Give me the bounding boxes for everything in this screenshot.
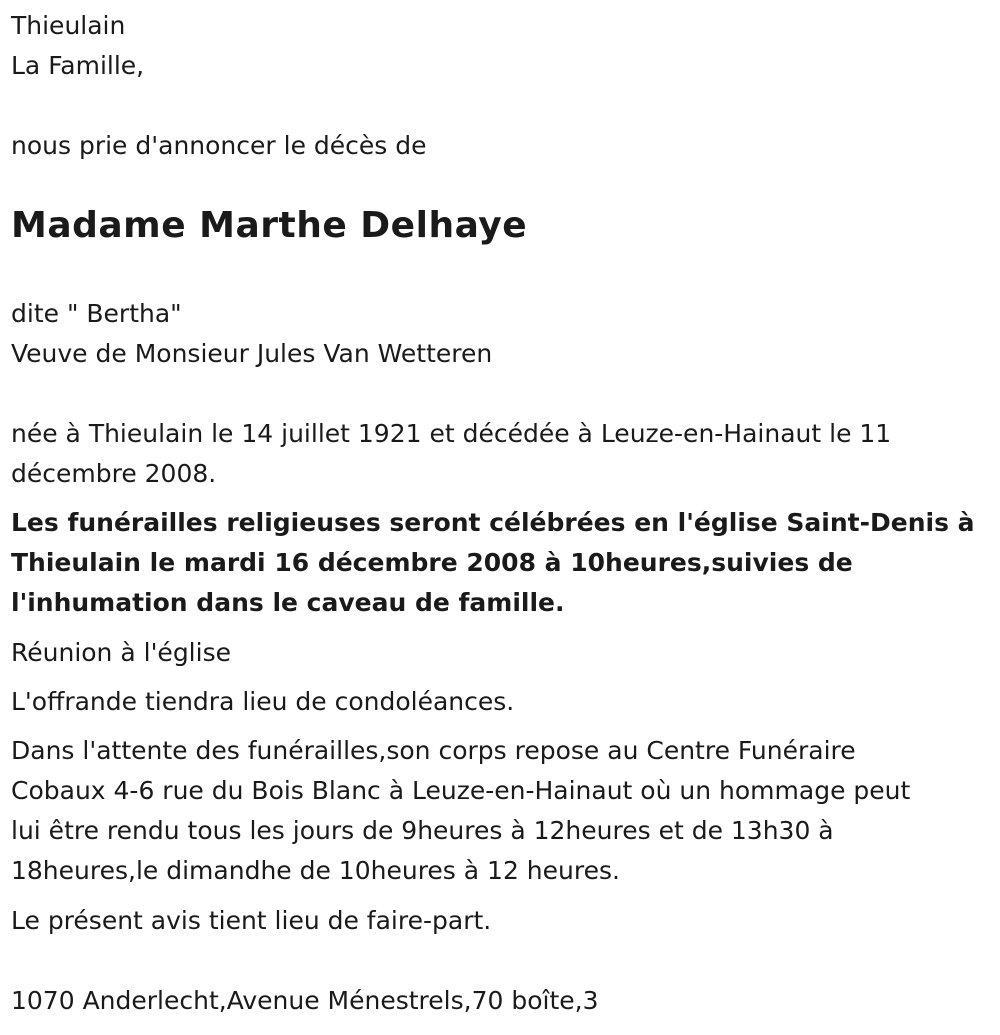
viewing-line-2: Cobaux 4-6 rue du Bois Blanc à Leuze-en-Hainaut où un hommage peut — [11, 776, 911, 805]
birth-death-line-1: née à Thieulain le 14 juillet 1921 et décédée à Leuze-en-Hainaut le 11 — [11, 419, 892, 448]
viewing-line-3: lui être rendu tous les jours de 9heures à 12heures et de 13h30 à — [11, 816, 834, 845]
deceased-name: Madame Marthe Delhaye — [11, 205, 528, 246]
birth-death-line-2: décembre 2008. — [11, 459, 217, 488]
offering-line: L'offrande tiendra lieu de condoléances. — [11, 687, 515, 716]
viewing-line-4: 18heures,le dimandhe de 10heures à 12 heures. — [11, 856, 620, 885]
viewing-line-1: Dans l'attente des funérailles,son corps repose au Centre Funéraire — [11, 736, 856, 765]
widow-of-line: Veuve de Monsieur Jules Van Wetteren — [11, 339, 493, 368]
funeral-line-1: Les funérailles religieuses seront célébrées en l'église Saint-Denis à — [11, 508, 975, 537]
meeting-line: Réunion à l'église — [11, 638, 231, 667]
nickname-line: dite " Bertha" — [11, 299, 182, 328]
funeral-line-2: Thieulain le mardi 16 décembre 2008 à 10heures,suivies de — [11, 548, 853, 577]
notice-line: Le présent avis tient lieu de faire-part. — [11, 906, 492, 935]
family-line: La Famille, — [11, 51, 145, 80]
funeral-line-3: l'inhumation dans le caveau de famille. — [11, 588, 565, 617]
address-line: 1070 Anderlecht,Avenue Ménestrels,70 boîte,3 — [11, 986, 599, 1015]
announcement-text: nous prie d'annoncer le décès de — [11, 131, 427, 160]
location-header: Thieulain — [11, 11, 126, 40]
